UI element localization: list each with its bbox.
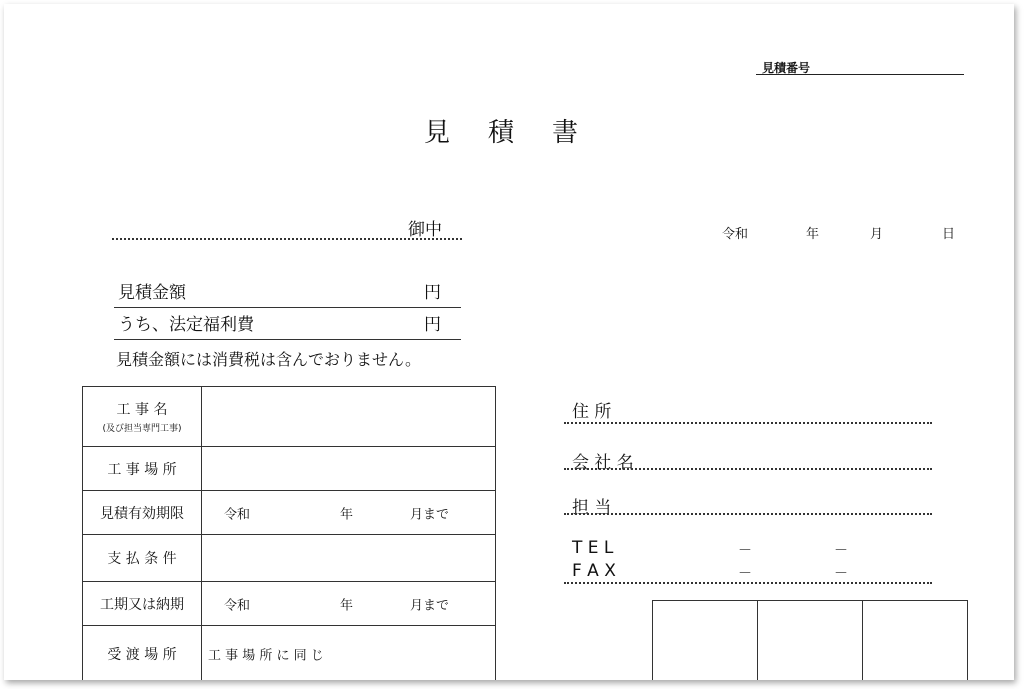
tel-label: T E L	[572, 538, 614, 558]
delivery-era: 令和	[224, 598, 251, 613]
row-label-cell	[83, 447, 202, 491]
row-label-cell	[83, 491, 202, 535]
row-label-cell	[83, 582, 202, 626]
date-year: 年	[806, 227, 820, 242]
fax-dash-1: －	[738, 566, 752, 582]
payment-terms-field[interactable]	[202, 535, 496, 582]
row-label-cell	[83, 387, 202, 447]
delivery-year: 年	[340, 598, 354, 613]
row-sublabel: (及び担当専門工事)	[102, 424, 182, 434]
contact-label: 担 当	[572, 498, 612, 518]
seal-box[interactable]	[863, 601, 967, 680]
row-label: 工 事 名	[116, 402, 168, 418]
total-amount-label: 見積金額	[118, 283, 186, 303]
contact-field[interactable]	[564, 513, 932, 515]
delivery-until: 月まで	[410, 598, 450, 613]
row-label: 工 事 場 所	[107, 461, 177, 478]
fax-dash-2: －	[834, 566, 848, 582]
seal-boxes	[652, 600, 968, 680]
table-row	[83, 582, 496, 626]
title-char-1: 見	[424, 118, 453, 148]
row-label: 受 渡 場 所	[107, 646, 177, 663]
table-row	[83, 447, 496, 491]
delivery-period-field[interactable]	[202, 582, 496, 626]
total-amount-row[interactable]	[114, 279, 461, 308]
date-era: 令和	[722, 227, 749, 242]
handover-place-value: 工 事 場 所 に 同 じ	[208, 648, 324, 663]
title-char-2: 積	[488, 118, 517, 148]
table-row	[83, 387, 496, 447]
tax-note: 見積金額には消費税は含んでおりません。	[116, 350, 421, 369]
tel-fax-field[interactable]	[564, 582, 932, 584]
validity-year: 年	[340, 507, 354, 522]
table-row	[83, 491, 496, 535]
validity-era: 令和	[224, 507, 251, 522]
row-label-cell	[83, 535, 202, 582]
estimate-number-label: 見積番号	[762, 61, 811, 75]
estimate-number-line[interactable]	[756, 74, 964, 75]
address-label: 住 所	[572, 402, 612, 422]
seal-box[interactable]	[653, 601, 758, 680]
total-amount-unit: 円	[424, 283, 441, 303]
row-label-cell	[83, 626, 202, 681]
welfare-cost-label: うち、法定福利費	[118, 315, 254, 335]
tel-dash-2: －	[834, 543, 848, 559]
validity-until: 月まで	[410, 507, 450, 522]
tel-dash-1: －	[738, 543, 752, 559]
fax-label: F A X	[572, 561, 616, 581]
construction-name-field[interactable]	[202, 387, 496, 447]
company-name-field[interactable]	[564, 468, 932, 470]
welfare-cost-row[interactable]	[114, 311, 461, 340]
address-field[interactable]	[564, 422, 932, 424]
construction-site-field[interactable]	[202, 447, 496, 491]
validity-period-field[interactable]	[202, 491, 496, 535]
estimate-sheet	[4, 4, 1014, 680]
date-month: 月	[870, 227, 884, 242]
handover-place-field[interactable]	[202, 626, 496, 681]
company-name-label: 会 社 名	[572, 453, 634, 473]
row-label: 見積有効期限	[100, 505, 184, 522]
date-day: 日	[942, 227, 956, 242]
details-table	[82, 386, 496, 680]
row-label: 工期又は納期	[100, 596, 184, 613]
document-title	[424, 112, 616, 149]
title-char-3: 書	[552, 118, 581, 148]
table-row	[83, 626, 496, 681]
row-label: 支 払 条 件	[107, 551, 177, 567]
welfare-cost-unit: 円	[424, 315, 441, 335]
recipient-honorific: 御中	[408, 220, 442, 240]
seal-box[interactable]	[758, 601, 863, 680]
table-row	[83, 535, 496, 582]
